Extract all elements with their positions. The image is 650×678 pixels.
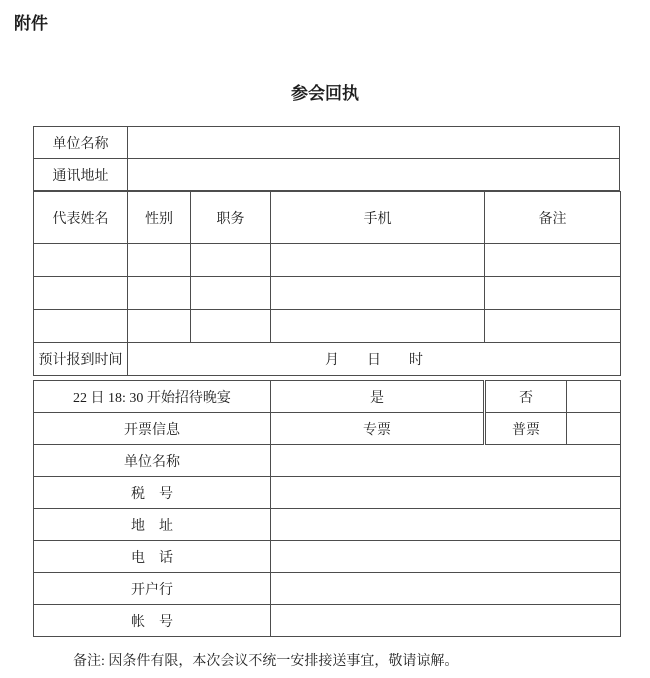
header-position: 职务 [191, 192, 271, 244]
position-cell [191, 277, 271, 310]
page-title: 参会回执 [291, 84, 359, 103]
invoice-field-value-cell [271, 605, 621, 637]
unit-info-table [33, 126, 620, 191]
position-cell [191, 244, 271, 277]
invoice-field-value-cell [271, 477, 621, 509]
invoice-field-row [34, 605, 621, 637]
gender-cell [128, 277, 191, 310]
rep-header-row [34, 192, 621, 244]
remarks-cell [485, 277, 621, 310]
mobile-cell [271, 310, 485, 343]
representatives-table [33, 191, 621, 376]
reply-form [33, 126, 620, 637]
invoice-field-row [34, 573, 621, 605]
table-row [34, 277, 621, 310]
invoice-info-label: 开票信息 [34, 413, 271, 445]
header-mobile: 手机 [271, 192, 485, 244]
invoice-field-value-cell [271, 541, 621, 573]
invoice-field-row [34, 445, 621, 477]
header-remarks: 备注 [485, 192, 621, 244]
mail-address-label: 通讯地址 [34, 159, 128, 191]
mail-address-value-cell [128, 159, 620, 191]
dinner-row [34, 381, 621, 413]
invoice-field-label: 开户行 [34, 573, 271, 605]
invoice-field-row [34, 541, 621, 573]
table-row [34, 310, 621, 343]
gender-cell [128, 244, 191, 277]
invoice-field-label: 单位名称 [34, 445, 271, 477]
table-row [34, 127, 620, 159]
dinner-label: 22 日 18: 30 开始招待晚宴 [34, 381, 271, 413]
gender-cell [128, 310, 191, 343]
header-rep-name: 代表姓名 [34, 192, 128, 244]
dinner-no-fill-cell [567, 381, 621, 413]
checkin-time-label: 预计报到时间 [34, 343, 128, 376]
remarks-cell [485, 244, 621, 277]
mobile-cell [271, 277, 485, 310]
header-gender: 性别 [128, 192, 191, 244]
invoice-field-value-cell [271, 573, 621, 605]
invoice-field-label: 地 址 [34, 509, 271, 541]
invoice-field-row [34, 477, 621, 509]
mobile-cell [271, 244, 485, 277]
table-row [34, 159, 620, 191]
invoice-type-row [34, 413, 621, 445]
table-row [34, 244, 621, 277]
invoice-special-cell: 专票 [271, 413, 485, 445]
dinner-yes-cell: 是 [271, 381, 485, 413]
dinner-invoice-table [33, 380, 621, 637]
unit-name-label: 单位名称 [34, 127, 128, 159]
invoice-field-label: 电 话 [34, 541, 271, 573]
footnote: 备注: 因条件有限，本次会议不统一安排接送事宜，敬请谅解。 [73, 654, 459, 669]
position-cell [191, 310, 271, 343]
invoice-general-cell: 普票 [485, 413, 567, 445]
dinner-no-cell: 否 [485, 381, 567, 413]
checkin-time-value: 月 日 时 [128, 343, 621, 376]
rep-name-cell [34, 277, 128, 310]
invoice-field-value-cell [271, 509, 621, 541]
checkin-time-row [34, 343, 621, 376]
invoice-field-row [34, 509, 621, 541]
invoice-field-label: 税 号 [34, 477, 271, 509]
invoice-field-value-cell [271, 445, 621, 477]
rep-name-cell [34, 310, 128, 343]
rep-name-cell [34, 244, 128, 277]
invoice-field-label: 帐 号 [34, 605, 271, 637]
unit-name-value-cell [128, 127, 620, 159]
remarks-cell [485, 310, 621, 343]
attachment-label: 附件 [14, 14, 48, 33]
invoice-general-fill-cell [567, 413, 621, 445]
